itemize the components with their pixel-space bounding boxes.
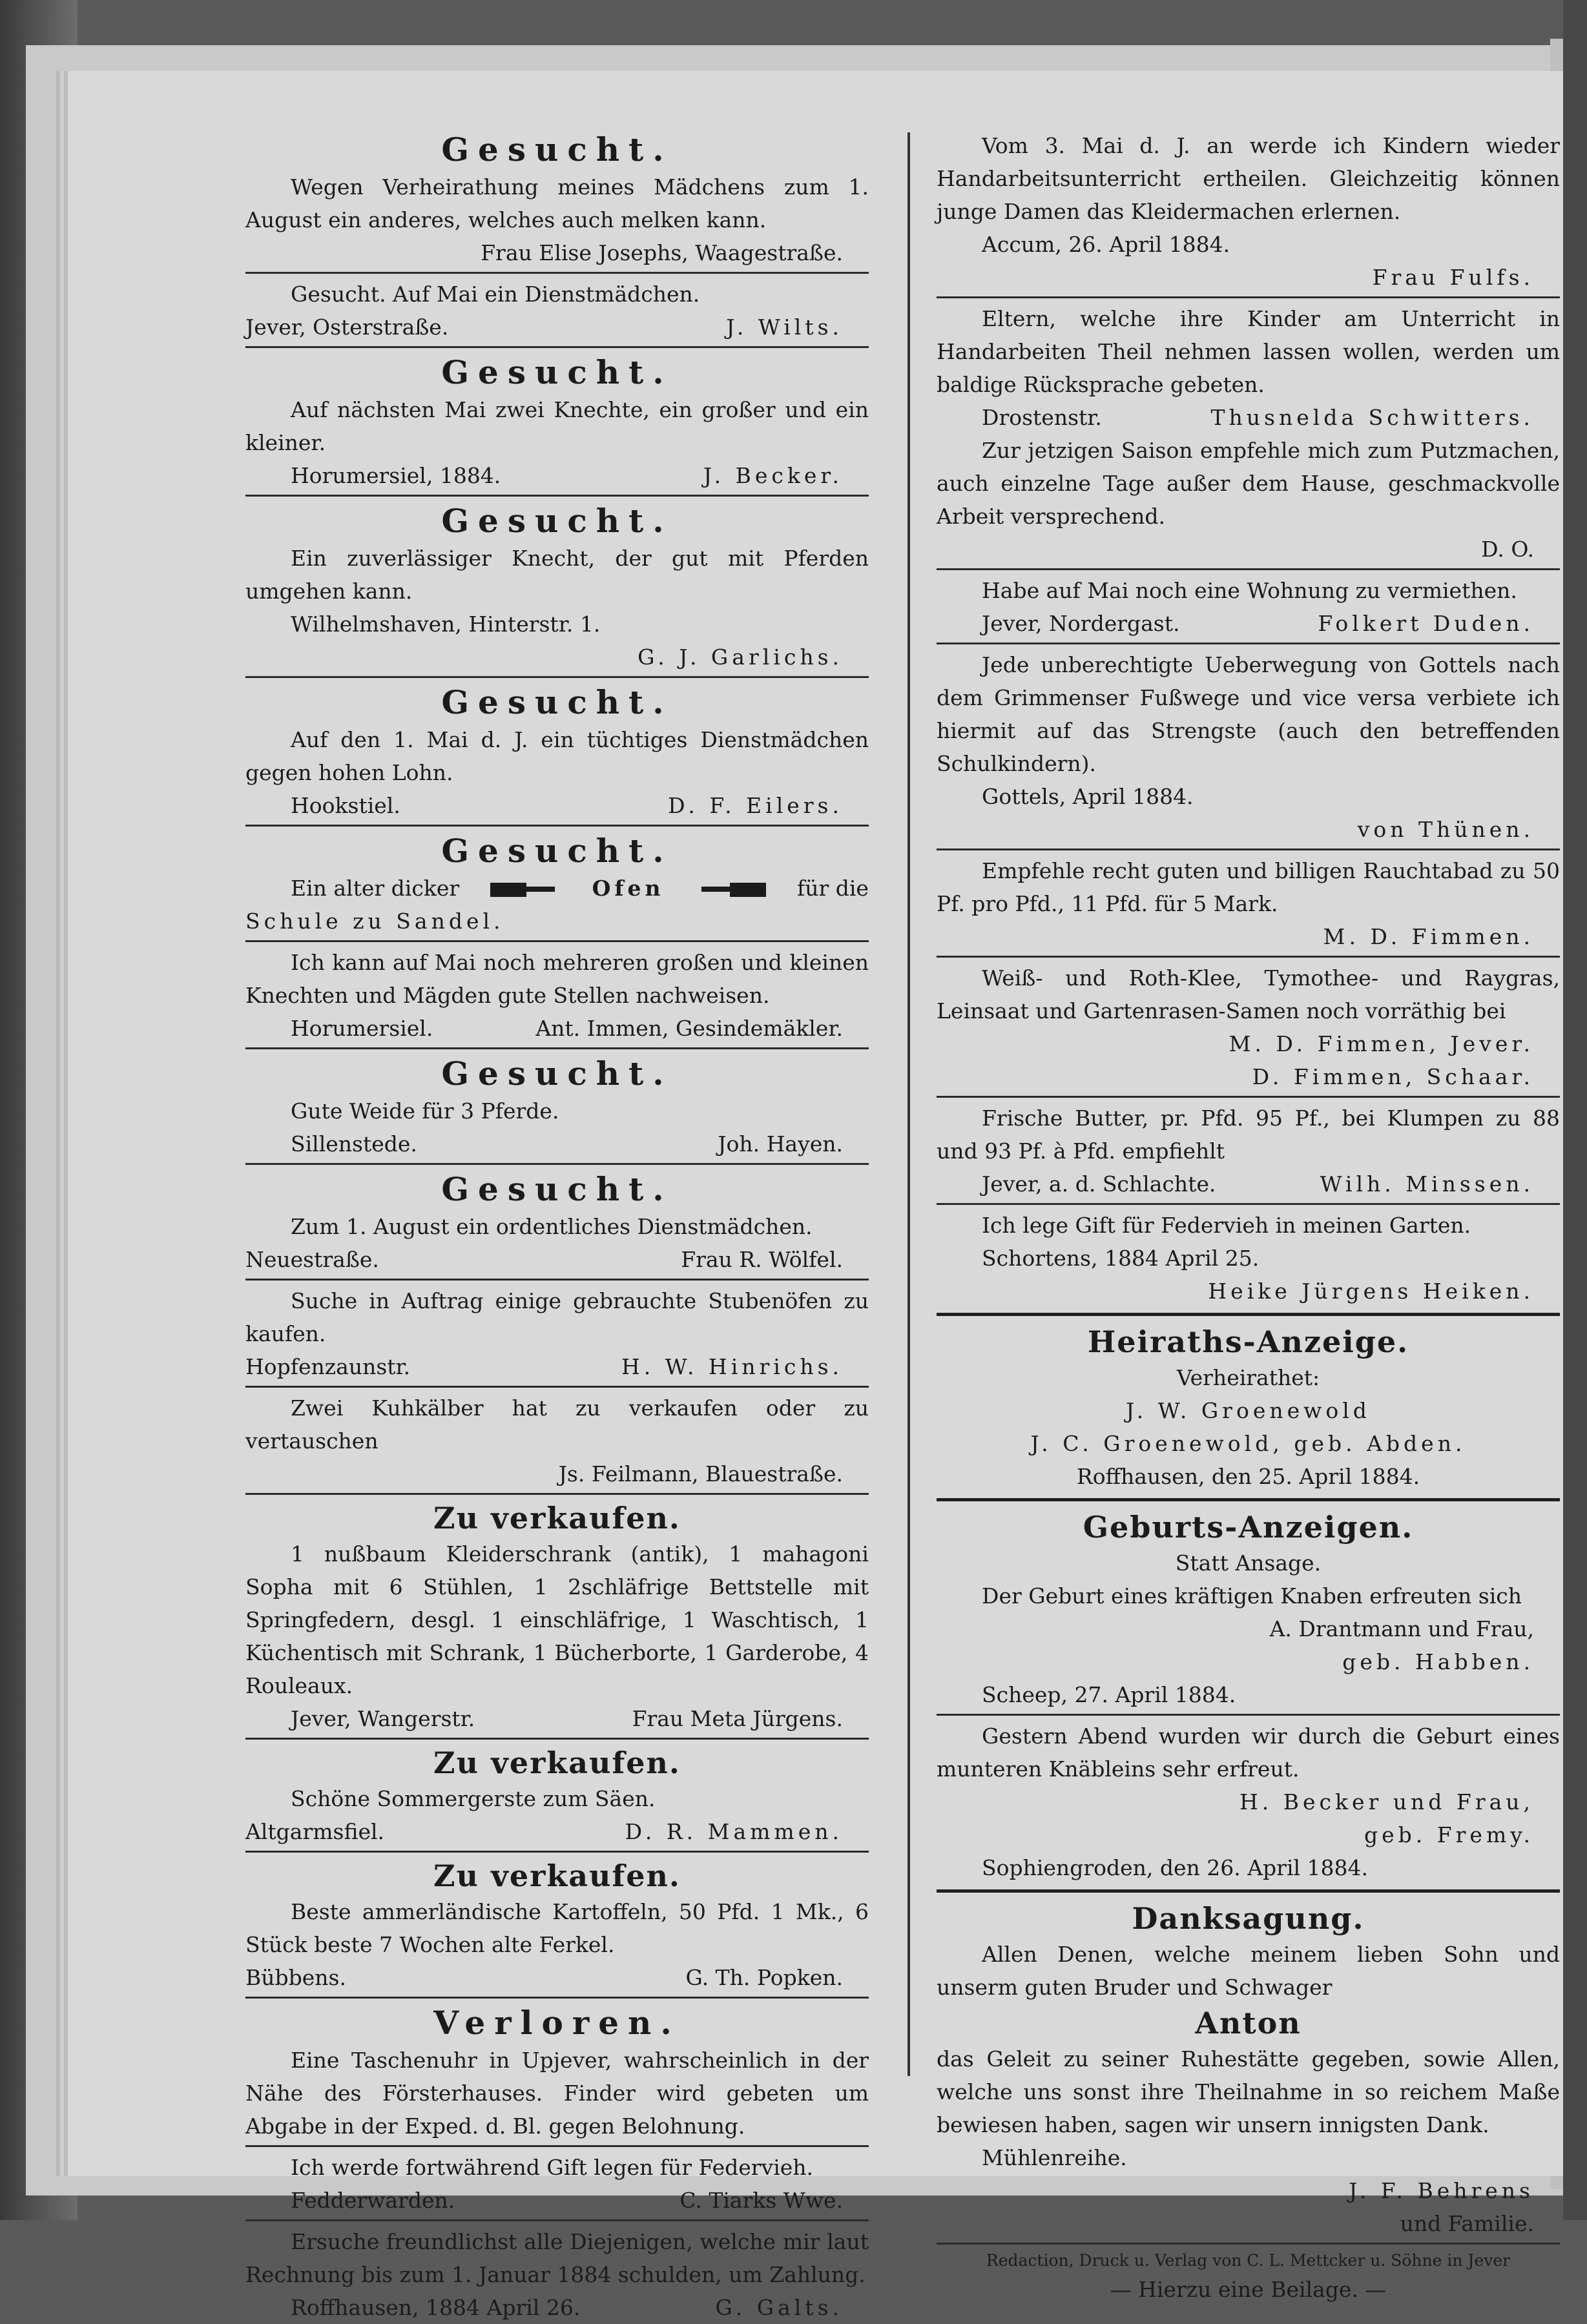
ad-signature: Thusnelda Schwitters. — [1210, 405, 1534, 430]
ad-danksagung — [937, 1899, 1560, 2240]
ad-heading: Zu verkaufen. — [433, 1745, 681, 1780]
ad-place: Roffhausen, 1884 April 26. — [291, 2295, 581, 2320]
ad-place: Horumersiel, 1884. — [291, 463, 501, 488]
ad-heading: Gesucht. — [441, 353, 673, 391]
ad-text: 1 nußbaum Kleiderschrank (antik), 1 mahagoni Sopha mit 6 Stühlen, 1 2schläfrige Bettstelle mit Springfedern, desgl. 1 einschläfrige, 1 Waschtisch, 1 Küchentisch mit Schrank, 1 Bücherborte, 1 Garderobe, 4 Rouleaux. — [245, 1541, 869, 1698]
ad-heading: Verloren. — [433, 2004, 681, 2042]
ad-place: Accum, 26. April 1884. — [982, 232, 1230, 257]
ad-signature: Wilh. Minssen. — [1320, 1171, 1534, 1197]
ad-verkaufen-juergens — [245, 1499, 869, 1735]
ad-heading: Gesucht. — [441, 832, 673, 870]
right-column — [937, 129, 1560, 2306]
ad-heiraths-anzeige — [937, 1322, 1560, 1493]
ad-verkaufen-mammen — [245, 1743, 869, 1848]
ad-text: Empfehle recht guten und billigen Rauchtabad zu 50 Pf. pro Pfd., 11 Pfd. für 5 Mark. — [937, 858, 1560, 916]
ad-divider — [245, 1851, 869, 1853]
ad-signature: J. F. Behrens — [1349, 2178, 1534, 2203]
ad-place: Drostenstr. — [982, 405, 1102, 430]
ad-divider — [245, 1997, 869, 1999]
ad-signature: H. Becker und Frau, — [1239, 1789, 1534, 1815]
ad-text: Beste ammerländische Kartoffeln, 50 Pfd. 1 Mk., 6 Stück beste 7 Wochen alte Ferkel. — [245, 1899, 869, 1957]
ad-verloren — [245, 2002, 869, 2143]
ad-heading: Heiraths-Anzeige. — [1087, 1324, 1409, 1359]
ad-text: Schule zu Sandel. — [245, 909, 504, 934]
ad-signature: G. Galts. — [715, 2295, 843, 2320]
ad-place: Gottels, April 1884. — [982, 784, 1194, 809]
ad-place: Fedderwarden. — [291, 2188, 455, 2213]
ad-signature-line — [245, 1961, 869, 1994]
ad-divider — [245, 2219, 869, 2221]
ad-place: Sillenstede. — [291, 1131, 417, 1157]
ad-text: Wegen Verheirathung meines Mädchens zum 1. August ein anderes, welches auch melken kann. — [245, 174, 869, 232]
ad-place: Jever, Wangerstr. — [291, 1706, 475, 1731]
ad-text: Gestern Abend wurden wir durch die Geburt eines munteren Knäbleins sehr erfreut. — [937, 1723, 1560, 1782]
ad-minssen — [937, 1102, 1560, 1200]
supplement-note: — Hierzu eine Beilage. — — [1110, 2277, 1387, 2302]
footer-divider — [937, 2243, 1560, 2245]
ad-text: Ersuche freundlichst alle Diejenigen, welche mir laut Rechnung bis zum 1. Januar 1884 schulden, um Zahlung. — [245, 2229, 869, 2287]
ad-gesucht-becker — [245, 352, 869, 492]
ad-divider — [937, 956, 1560, 958]
ad-place: Jever, Osterstraße. — [245, 314, 449, 340]
ad-signature: von Thünen. — [1357, 817, 1534, 842]
ad-verkaufen-popken — [245, 1856, 869, 1994]
ad-place: Altgarmsfiel. — [245, 1819, 385, 1844]
ad-divider — [937, 1714, 1560, 1716]
ad-signature-line — [245, 1127, 869, 1160]
ad-place: Neuestraße. — [245, 1247, 379, 1272]
ad-signature: Joh. Hayen. — [718, 1131, 843, 1157]
ad-divider — [245, 676, 869, 678]
ad-divider — [937, 1313, 1560, 1316]
ad-signature-line — [245, 1243, 869, 1276]
ad-feilmann — [245, 1392, 869, 1490]
ad-text: Gesucht. Auf Mai ein Dienstmädchen. — [291, 282, 700, 307]
ad-signature-line — [937, 607, 1560, 640]
ad-heading: Danksagung. — [1132, 1901, 1365, 1936]
ad-divider — [937, 1889, 1560, 1893]
ad-name-2: J. C. Groenewold, geb. Abden. — [1030, 1431, 1466, 1456]
ad-divider — [245, 825, 869, 827]
ad-divider — [245, 940, 869, 942]
ad-text-mid: Ofen — [592, 876, 665, 901]
ad-text: Allen Denen, welche meinem lieben Sohn und unserm guten Bruder und Schwager — [937, 1942, 1560, 2000]
ad-gesucht-eilers — [245, 682, 869, 822]
ad-fimmen-klee — [937, 961, 1560, 1093]
ad-text: Habe auf Mai noch eine Wohnung zu vermiethen. — [982, 578, 1517, 603]
ad-signature: Frau Fulfs. — [1372, 265, 1534, 290]
ad-text: Auf nächsten Mai zwei Knechte, ein großer und ein kleiner. — [245, 397, 869, 455]
ad-divider — [245, 495, 869, 497]
ad-gesucht-hayen — [245, 1053, 869, 1160]
ad-gesucht-ofen — [245, 830, 869, 938]
ad-text: Eltern, welche ihre Kinder am Unterricht in Handarbeiten Theil nehmen lassen wollen, werden um baldige Rücksprache gebeten. — [937, 306, 1560, 397]
ad-signature-line — [245, 2184, 869, 2217]
ad-schwitters — [937, 302, 1560, 566]
ad-signature: Frau Meta Jürgens. — [632, 1706, 843, 1731]
ad-divider — [937, 1498, 1560, 1501]
ad-text: Ein zuverlässiger Knecht, der gut mit Pferden umgehen kann. — [245, 546, 869, 604]
ad-signature: M. D. Fimmen, Jever. — [1229, 1031, 1534, 1056]
ad-signature: G. Th. Popken. — [685, 1965, 843, 1990]
ad-place: Bübbens. — [245, 1965, 346, 1990]
ad-signature: Folkert Duden. — [1318, 611, 1534, 636]
ad-place: Sophiengroden, den 26. April 1884. — [982, 1855, 1369, 1880]
ad-text: Gute Weide für 3 Pferde. — [291, 1098, 559, 1124]
ad-signature-line — [245, 459, 869, 492]
ad-galts — [245, 2225, 869, 2324]
ad-signature-2: geb. Fremy. — [1364, 1822, 1534, 1847]
ad-heading: Gesucht. — [441, 1170, 673, 1208]
ad-signature: C. Tiarks Wwe. — [679, 2188, 843, 2213]
ad-heiken — [937, 1209, 1560, 1308]
ad-geburts-anzeigen — [937, 1508, 1560, 1711]
ad-divider — [245, 1493, 869, 1495]
ad-geburt-becker — [937, 1720, 1560, 1884]
ad-signature-2: D. Fimmen, Schaar. — [1252, 1064, 1534, 1089]
ad-divider — [245, 1738, 869, 1740]
ad-heading: Gesucht. — [441, 130, 673, 169]
ad-heading: Gesucht. — [441, 502, 673, 540]
ad-signature-line — [245, 311, 869, 344]
ad-signature: Js. Feilmann, Blauestraße. — [558, 1461, 843, 1486]
ad-divider — [245, 1279, 869, 1280]
ad-divider — [937, 1203, 1560, 1205]
ad-divider — [937, 568, 1560, 570]
ad-signature-line — [245, 2291, 869, 2324]
ad-text: Auf den 1. Mai d. J. ein tüchtiges Dienstmädchen gegen hohen Lohn. — [245, 727, 869, 785]
ad-place: Roffhausen, den 25. April 1884. — [1076, 1464, 1420, 1489]
ad-divider — [245, 2145, 869, 2147]
ad-signature-2: und Familie. — [1400, 2211, 1534, 2236]
ad-signature: A. Drantmann und Frau, — [1269, 1616, 1534, 1641]
ad-heading: Zu verkaufen. — [433, 1501, 681, 1536]
ad-signature-line — [245, 1702, 869, 1735]
ad-place: Scheep, 27. April 1884. — [982, 1682, 1236, 1707]
ad-text: Zum 1. August ein ordentliches Dienstmädchen. — [291, 1214, 813, 1239]
scan-edge — [1563, 0, 1587, 2220]
ad-signature-line — [937, 1167, 1560, 1200]
ad-signature: M. D. Fimmen. — [1323, 924, 1534, 949]
ad-label: Verheirathet: — [1176, 1365, 1320, 1390]
ad-text: Schöne Sommergerste zum Säen. — [291, 1786, 656, 1811]
ad-text-2: Zur jetzigen Saison empfehle mich zum Putzmachen, auch einzelne Tage außer dem Hause, geschmackvolle Arbeit versprechend. — [937, 438, 1560, 529]
ad-heading: Gesucht. — [441, 683, 673, 721]
ad-subheading: Statt Ansage. — [1175, 1550, 1322, 1576]
ad-place: Horumersiel. — [291, 1016, 433, 1041]
ad-signature-2: geb. Habben. — [1342, 1649, 1534, 1674]
ad-text: Jede unberechtigte Ueberwegung von Gottels nach dem Grimmenser Fußwege und vice versa verbiete ich hiermit auf das Strengste (auch den betreffenden Schulkindern). — [937, 652, 1560, 776]
ad-place: Hopfenzaunstr. — [245, 1354, 411, 1379]
ad-heading: Gesucht. — [441, 1054, 673, 1093]
ad-signature-line — [245, 1350, 869, 1383]
ad-signature: Frau Elise Josephs, Waagestraße. — [481, 240, 843, 265]
ad-divider — [245, 272, 869, 274]
pointing-hand-left-icon — [695, 879, 766, 898]
ad-divider — [245, 346, 869, 348]
pointing-hand-right-icon — [490, 879, 561, 898]
ad-text-end: für die — [797, 876, 869, 901]
ad-signature-line — [937, 401, 1560, 434]
ad-text: Vom 3. Mai d. J. an werde ich Kindern wieder Handarbeitsunterricht ertheilen. Gleichzeitig können junge Damen das Kleidermachen erlernen. — [937, 133, 1560, 224]
ad-hinrichs — [245, 1284, 869, 1383]
ad-text: Zwei Kuhkälber hat zu verkaufen oder zu vertauschen — [245, 1395, 869, 1454]
ad-divider — [937, 296, 1560, 298]
ad-gesucht-garlichs — [245, 500, 869, 674]
ad-signature: J. Becker. — [703, 463, 843, 488]
ad-signature-line — [245, 789, 869, 822]
ad-heading: Geburts-Anzeigen. — [1083, 1510, 1414, 1545]
ad-place: Jever, a. d. Schlachte. — [982, 1171, 1216, 1197]
ad-signature-line — [245, 1012, 869, 1045]
ad-divider — [245, 1386, 869, 1388]
ad-thuenen — [937, 648, 1560, 846]
ad-divider — [937, 848, 1560, 850]
ad-divider — [245, 1163, 869, 1165]
ad-tiarks — [245, 2151, 869, 2217]
ad-duden — [937, 574, 1560, 640]
ad-signature-2: D. O. — [1481, 537, 1534, 562]
publisher-credit: Redaction, Druck u. Verlag von C. L. Mettcker u. Söhne in Jever — [986, 2251, 1511, 2270]
ad-place: Jever, Nordergast. — [982, 611, 1180, 636]
ad-text: Ich werde fortwährend Gift legen für Federvieh. — [291, 2155, 814, 2180]
ad-signature: D. F. Eilers. — [668, 793, 843, 818]
ad-divider — [937, 1096, 1560, 1098]
ad-divider — [245, 1047, 869, 1049]
column-divider — [908, 132, 910, 2076]
ad-gesucht-woelfel — [245, 1169, 869, 1276]
ad-text-line — [245, 872, 869, 905]
ad-text-2: das Geleit zu seiner Ruhestätte gegeben, sowie Allen, welche uns sonst ihre Theilnahme in so reichem Maße bewiesen haben, sagen wir unsern innigsten Dank. — [937, 2046, 1560, 2137]
ad-text: Ich kann auf Mai noch mehreren großen und kleinen Knechten und Mägden gute Stellen nachweisen. — [245, 950, 869, 1008]
ad-immen — [245, 946, 869, 1045]
left-column — [245, 129, 869, 2324]
ad-gesucht-wilts — [245, 278, 869, 344]
ad-signature: J. Wilts. — [726, 314, 843, 340]
ad-signature: Frau R. Wölfel. — [681, 1247, 843, 1272]
ad-text-start: Ein alter dicker — [291, 876, 460, 901]
ad-gesucht-josephs — [245, 129, 869, 269]
ad-text: Frische Butter, pr. Pfd. 95 Pf., bei Klumpen zu 88 und 93 Pf. à Pfd. empfiehlt — [937, 1105, 1560, 1164]
ad-signature: Ant. Immen, Gesindemäkler. — [535, 1016, 843, 1041]
ad-fulfs — [937, 129, 1560, 294]
ad-place: Mühlenreihe. — [982, 2145, 1127, 2170]
ad-place: Schortens, 1884 April 25. — [982, 1246, 1260, 1271]
ad-signature: H. W. Hinrichs. — [621, 1354, 843, 1379]
ad-text: Suche in Auftrag einige gebrauchte Stubenöfen zu kaufen. — [245, 1288, 869, 1346]
ad-signature: Heike Jürgens Heiken. — [1208, 1279, 1534, 1304]
ad-place: Hookstiel. — [291, 793, 400, 818]
ad-divider — [937, 643, 1560, 644]
ad-name: J. W. Groenewold — [1126, 1398, 1371, 1423]
ad-text: Eine Taschenuhr in Upjever, wahrscheinlich in der Nähe des Försterhauses. Finder wird gebeten um Abgabe in der Exped. d. Bl. gegen Belohnung. — [245, 2048, 869, 2139]
ad-text: Weiß- und Roth-Klee, Tymothee- und Raygras, Leinsaat und Gartenrasen-Samen noch vorräthig bei — [937, 965, 1560, 1023]
ad-signature-line — [245, 1815, 869, 1848]
ad-fimmen-tabak — [937, 854, 1560, 953]
ad-name: Anton — [1195, 2006, 1302, 2041]
ad-text: Der Geburt eines kräftigen Knaben erfreuten sich — [982, 1583, 1522, 1609]
ad-signature: G. J. Garlichs. — [638, 644, 843, 670]
ad-heading: Zu verkaufen. — [433, 1858, 681, 1893]
ad-signature: D. R. Mammen. — [625, 1819, 843, 1844]
ad-text: Ich lege Gift für Federvieh in meinen Garten. — [982, 1213, 1471, 1238]
ad-place: Wilhelmshaven, Hinterstr. 1. — [291, 612, 601, 637]
